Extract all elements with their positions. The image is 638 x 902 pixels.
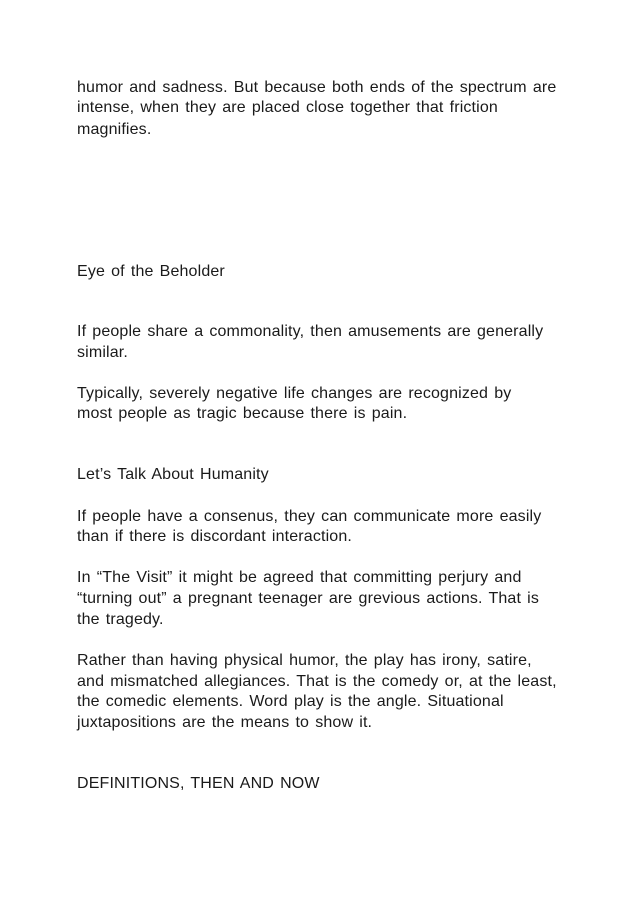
text-line: the tragedy.: [77, 611, 164, 628]
section-heading-humanity: Let’s Talk About Humanity: [77, 466, 269, 483]
text-line: similar.: [77, 344, 128, 361]
text-line: If people share a commonality, then amusements are generally: [77, 323, 544, 340]
section-heading-definitions: DEFINITIONS, THEN AND NOW: [77, 775, 320, 792]
text-line: magnifies.: [77, 121, 152, 138]
text-line: intense, when they are placed close together that friction: [77, 99, 498, 116]
text-line: humor and sadness. But because both ends of the spectrum are: [77, 79, 557, 96]
text-line: juxtapositions are the means to show it.: [77, 714, 373, 731]
text-line: “turning out” a pregnant teenager are grevious actions. That is: [77, 590, 540, 607]
text-line: than if there is discordant interaction.: [77, 528, 352, 545]
text-line: and mismatched allegiances. That is the comedy or, at the least,: [77, 673, 557, 690]
text-line: Typically, severely negative life changes are recognized by: [77, 385, 512, 402]
section-heading-eye-of-the-beholder: Eye of the Beholder: [77, 263, 225, 280]
text-line: Rather than having physical humor, the play has irony, satire,: [77, 652, 532, 669]
text-line: If people have a consenus, they can communicate more easily: [77, 508, 542, 525]
text-line: In “The Visit” it might be agreed that committing perjury and: [77, 569, 522, 586]
text-line: the comedic elements. Word play is the angle. Situational: [77, 693, 504, 710]
text-line: most people as tragic because there is pain.: [77, 405, 408, 422]
